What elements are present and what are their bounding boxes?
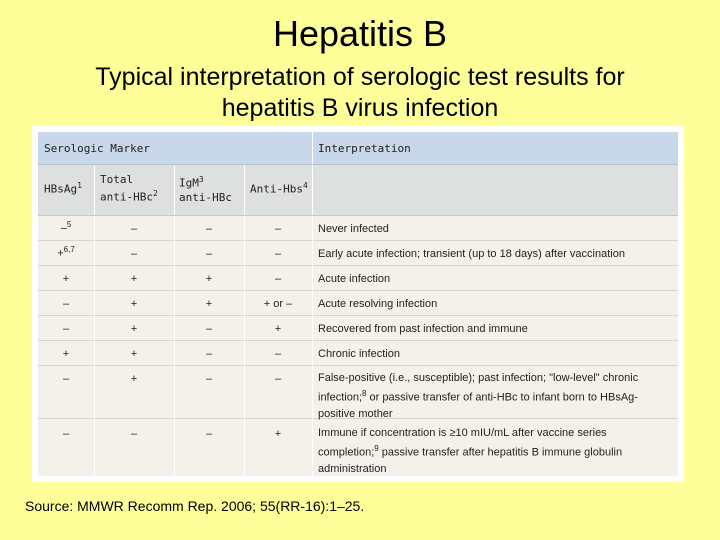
divider	[244, 165, 245, 215]
interp-line: Immune if concentration is ≥10 mIU/mL after vaccine series	[318, 427, 607, 439]
cell-anti-hbs: –	[274, 223, 282, 235]
cell-total-anti-hbc: +	[130, 348, 138, 360]
cell-igm-anti-hbc: –	[205, 348, 213, 360]
serology-table	[32, 126, 684, 482]
cell-anti-hbs: –	[274, 373, 282, 385]
cell-interpretation: Acute infection	[318, 273, 391, 285]
divider	[312, 132, 313, 164]
interp-sup: 9	[374, 444, 379, 453]
cell-total-anti-hbc: +	[130, 323, 138, 335]
cell-anti-hbs: –	[274, 348, 282, 360]
cell-value: –	[60, 222, 67, 235]
cell-interpretation	[318, 370, 672, 422]
cell-total-anti-hbc: –	[130, 428, 138, 440]
cell-igm-anti-hbc: –	[205, 373, 213, 385]
interp-sup: 8	[362, 389, 367, 398]
table-row	[38, 316, 678, 341]
cell-hbsag: –	[62, 298, 70, 310]
interp-line: passive transfer after hepatitis B immune globulin	[381, 446, 623, 459]
table-row	[38, 341, 678, 366]
col-header-total-label: Total	[100, 173, 134, 186]
col-header-total-label2: anti-HBc	[100, 190, 153, 204]
cell-total-anti-hbc: +	[130, 273, 138, 285]
divider	[94, 165, 95, 215]
cell-sup: 5	[66, 220, 72, 229]
col-header-anti-hbs-sup: 4	[302, 181, 308, 190]
cell-interpretation: Chronic infection	[318, 348, 400, 360]
cell-anti-hbs: +	[274, 323, 282, 335]
col-header-anti-hbs-label: Anti-Hbs	[250, 182, 303, 196]
cell-hbsag: –	[62, 428, 70, 440]
cell-total-anti-hbc: –	[130, 248, 138, 260]
divider	[312, 165, 313, 215]
cell-igm-anti-hbc: +	[205, 273, 213, 285]
cell-interpretation: Recovered from past infection and immune	[318, 323, 528, 335]
cell-sup: 6,7	[63, 245, 75, 254]
cell-hbsag: –	[62, 373, 70, 385]
cell-igm-anti-hbc: –	[205, 428, 213, 440]
col-header-total-anti-hbc	[100, 173, 158, 205]
header-serologic-marker: Serologic Marker	[44, 142, 150, 155]
table-group-header	[38, 132, 678, 165]
col-header-igm-label: IgM	[179, 176, 199, 190]
table-row	[38, 419, 678, 475]
cell-anti-hbs: –	[274, 273, 282, 285]
slide-title: Hepatitis B	[272, 13, 448, 54]
col-header-igm-anti-hbc	[179, 173, 232, 205]
cell-anti-hbs: +	[274, 428, 282, 440]
table-body	[38, 132, 678, 476]
interp-line: completion;	[318, 446, 375, 459]
col-header-igm-label2: anti-HBc	[179, 190, 232, 204]
source-citation: Source: MMWR Recomm Rep. 2006; 55(RR-16):1–25.	[25, 498, 365, 514]
table-row	[38, 366, 678, 419]
table-row	[38, 216, 678, 241]
divider	[244, 216, 245, 476]
cell-interpretation: Acute resolving infection	[318, 298, 438, 310]
cell-hbsag	[38, 245, 94, 260]
cell-igm-anti-hbc: –	[205, 323, 213, 335]
interp-line: infection;	[318, 391, 363, 404]
col-header-anti-hbs	[250, 181, 308, 196]
cell-hbsag: +	[62, 348, 70, 360]
interp-line: administration	[318, 462, 387, 475]
col-header-hbsag	[44, 181, 82, 196]
divider	[312, 216, 313, 476]
cell-anti-hbs: –	[274, 248, 282, 260]
cell-hbsag	[38, 220, 94, 235]
col-header-total-sup: 2	[152, 189, 158, 198]
cell-interpretation: Never infected	[318, 223, 389, 235]
divider	[174, 165, 175, 215]
interp-line: positive mother	[318, 407, 393, 420]
table-column-header	[38, 165, 678, 216]
cell-interpretation: Early acute infection; transient (up to 18 days) after vaccination	[318, 248, 625, 260]
col-header-igm-sup: 3	[198, 175, 204, 184]
cell-igm-anti-hbc: +	[205, 298, 213, 310]
header-interpretation: Interpretation	[318, 142, 411, 155]
interp-line: False-positive (i.e., susceptible); past infection; "low-level" chronic	[318, 372, 639, 384]
cell-anti-hbs: + or –	[263, 298, 293, 310]
slide-subtitle: Typical interpretation of serologic test results for hepatitis B virus infection	[95, 63, 625, 122]
cell-total-anti-hbc: +	[130, 298, 138, 310]
col-header-hbsag-label: HBsAg	[44, 182, 78, 196]
table-row	[38, 291, 678, 316]
divider	[174, 216, 175, 476]
cell-igm-anti-hbc: –	[205, 223, 213, 235]
cell-hbsag: +	[62, 273, 70, 285]
divider	[94, 216, 95, 476]
cell-interpretation	[318, 425, 672, 477]
cell-igm-anti-hbc: –	[205, 248, 213, 260]
col-header-hbsag-sup: 1	[77, 181, 82, 190]
table-row	[38, 266, 678, 291]
cell-hbsag: –	[62, 323, 70, 335]
cell-total-anti-hbc: +	[130, 373, 138, 385]
cell-value: +	[57, 247, 64, 260]
table-row	[38, 241, 678, 266]
cell-total-anti-hbc: –	[130, 223, 138, 235]
interp-line: or passive transfer of anti-HBc to infant born to HBsAg-	[369, 391, 638, 404]
